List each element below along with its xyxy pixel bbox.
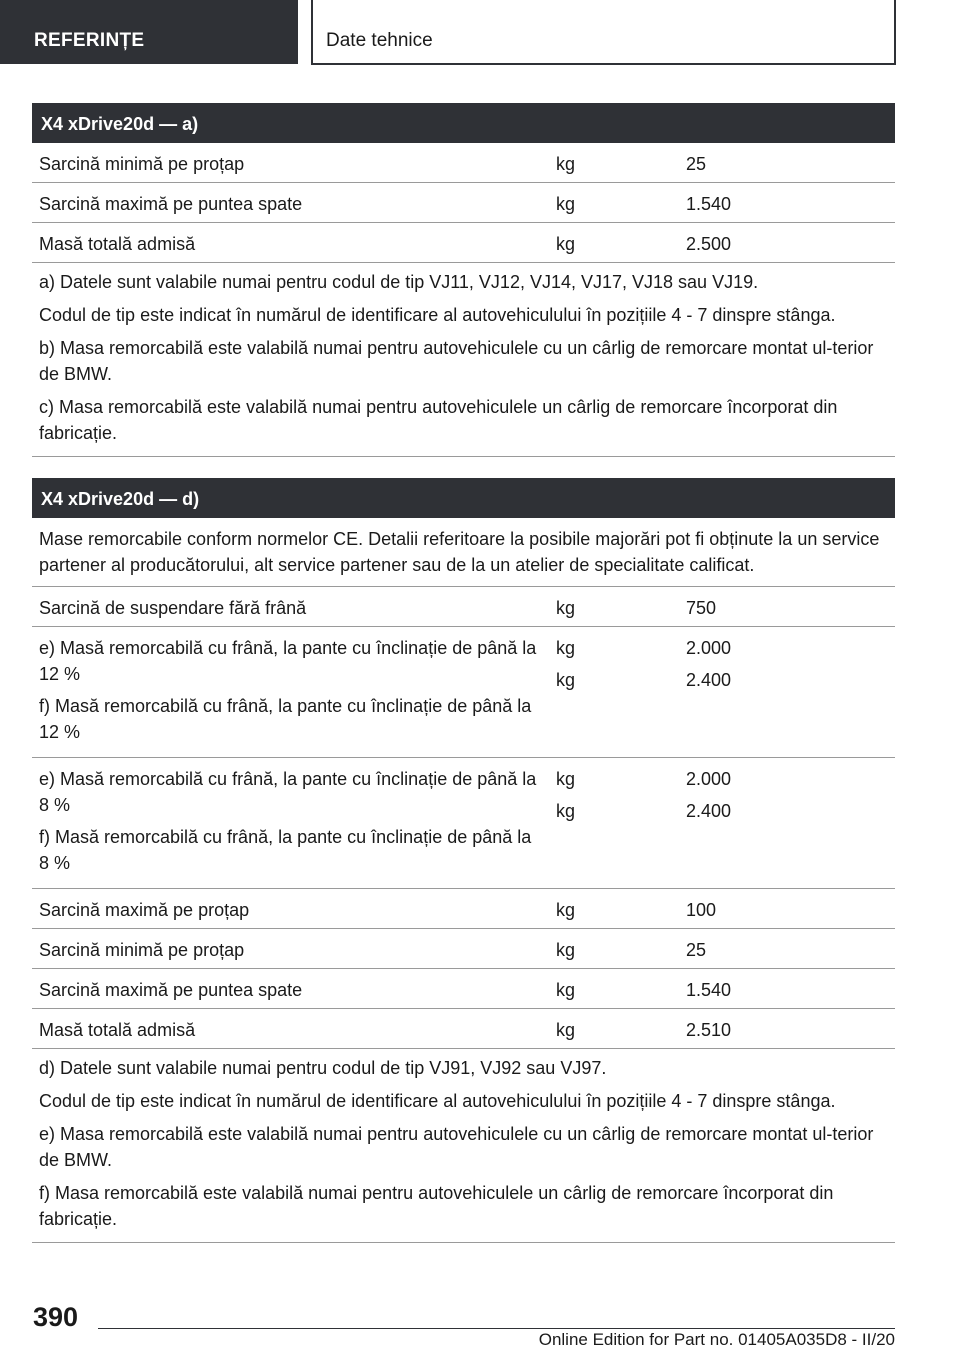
row-value: 100	[686, 900, 717, 920]
row-value: 2.510	[686, 1020, 732, 1040]
footnote: a) Datele sunt valabile numai pentru codul de tip VJ11, VJ12, VJ14, VJ17, VJ18 sau VJ19.	[39, 272, 759, 292]
row-label: e) Masă remorcabilă cu frână, la pante cu înclinație de până la 12 %	[39, 638, 537, 684]
table-row	[32, 223, 895, 263]
footnote: b) Masa remorcabilă este valabilă numai pentru autovehiculele cu un cârlig de remorcare montat ul‐terior de BMW.	[39, 338, 874, 384]
edition-text: Online Edition for Part no. 01405A035D8 - II/20	[538, 1330, 895, 1349]
row-label: Sarcină de suspendare fără frână	[39, 598, 307, 618]
row-label: Sarcină minimă pe proțap	[39, 154, 245, 174]
chapter-title: Date tehnice	[311, 0, 896, 65]
footnote: e) Masa remorcabilă este valabilă numai pentru autovehiculele cu un cârlig de remorcare montat ul‐terior de BMW.	[39, 1124, 874, 1170]
row-unit: kg	[556, 940, 576, 960]
footnote: d) Datele sunt valabile numai pentru codul de tip VJ91, VJ92 sau VJ97.	[39, 1058, 607, 1078]
page-footer	[0, 1290, 960, 1362]
row-unit: kg	[556, 980, 576, 1000]
row-unit: kg	[556, 638, 576, 658]
table-row	[32, 627, 895, 758]
spec-table-d	[32, 478, 895, 1243]
table-row	[32, 183, 895, 223]
row-unit: kg	[556, 598, 576, 618]
table-row	[32, 1009, 895, 1049]
footer-divider	[98, 1328, 895, 1329]
row-value: 2.000	[686, 769, 732, 789]
row-value: 1.540	[686, 980, 732, 1000]
row-label: Sarcină minimă pe proțap	[39, 940, 245, 960]
row-unit: kg	[556, 801, 576, 821]
row-unit: kg	[556, 670, 576, 690]
footnote: Codul de tip este indicat în numărul de identificare al autovehiculului în pozițiile 4 - 7 dinspre stânga.	[39, 1091, 836, 1111]
row-unit: kg	[556, 234, 576, 254]
row-value: 2.400	[686, 801, 732, 821]
row-unit: kg	[556, 154, 576, 174]
section-tab: REFERINȚE	[0, 0, 298, 64]
row-unit: kg	[556, 1020, 576, 1040]
footnotes	[32, 1049, 895, 1243]
row-value: 2.000	[686, 638, 732, 658]
page-header	[0, 0, 960, 66]
row-value: 25	[686, 154, 707, 174]
table-row	[32, 929, 895, 969]
row-label: f) Masă remorcabilă cu frână, la pante cu înclinație de până la 8 %	[39, 827, 532, 873]
footnote: Codul de tip este indicat în numărul de identificare al autovehiculului în pozițiile 4 - 7 dinspre stânga.	[39, 305, 836, 325]
table-row	[32, 889, 895, 929]
table-row	[32, 143, 895, 183]
table-title: X4 xDrive20d — a)	[32, 103, 895, 143]
row-unit: kg	[556, 900, 576, 920]
table-title: X4 xDrive20d — d)	[32, 478, 895, 518]
row-value: 2.400	[686, 670, 732, 690]
table-row	[32, 758, 895, 889]
row-label: Masă totală admisă	[39, 1020, 196, 1040]
row-value: 2.500	[686, 234, 732, 254]
row-unit: kg	[556, 194, 576, 214]
row-value: 25	[686, 940, 707, 960]
table-row	[32, 587, 895, 627]
row-unit: kg	[556, 769, 576, 789]
row-label: Masă totală admisă	[39, 234, 196, 254]
row-label: Sarcină maximă pe proțap	[39, 900, 250, 920]
spec-table-a	[32, 103, 895, 457]
row-label: Sarcină maximă pe puntea spate	[39, 980, 303, 1000]
row-label: e) Masă remorcabilă cu frână, la pante cu înclinație de până la 8 %	[39, 769, 537, 815]
row-label: f) Masă remorcabilă cu frână, la pante cu înclinație de până la 12 %	[39, 696, 532, 742]
table-intro: Mase remorcabile conform normelor CE. Detalii referitoare la posibile majorări pot fi obținute la un service partener al producătorului, alt service partener sau de la un atelier de specialitate calificat.	[32, 518, 895, 587]
row-value: 1.540	[686, 194, 732, 214]
footnote: c) Masa remorcabilă este valabilă numai pentru autovehiculele un cârlig de remorcare încorporat din fabricație.	[39, 397, 838, 443]
table-row	[32, 969, 895, 1009]
footnote: f) Masa remorcabilă este valabilă numai pentru autovehiculele un cârlig de remorcare încorporat din fabricație.	[39, 1183, 834, 1229]
row-value: 750	[686, 598, 717, 618]
page-number: 390	[33, 1302, 79, 1332]
row-label: Sarcină maximă pe puntea spate	[39, 194, 303, 214]
footnotes	[32, 263, 895, 457]
